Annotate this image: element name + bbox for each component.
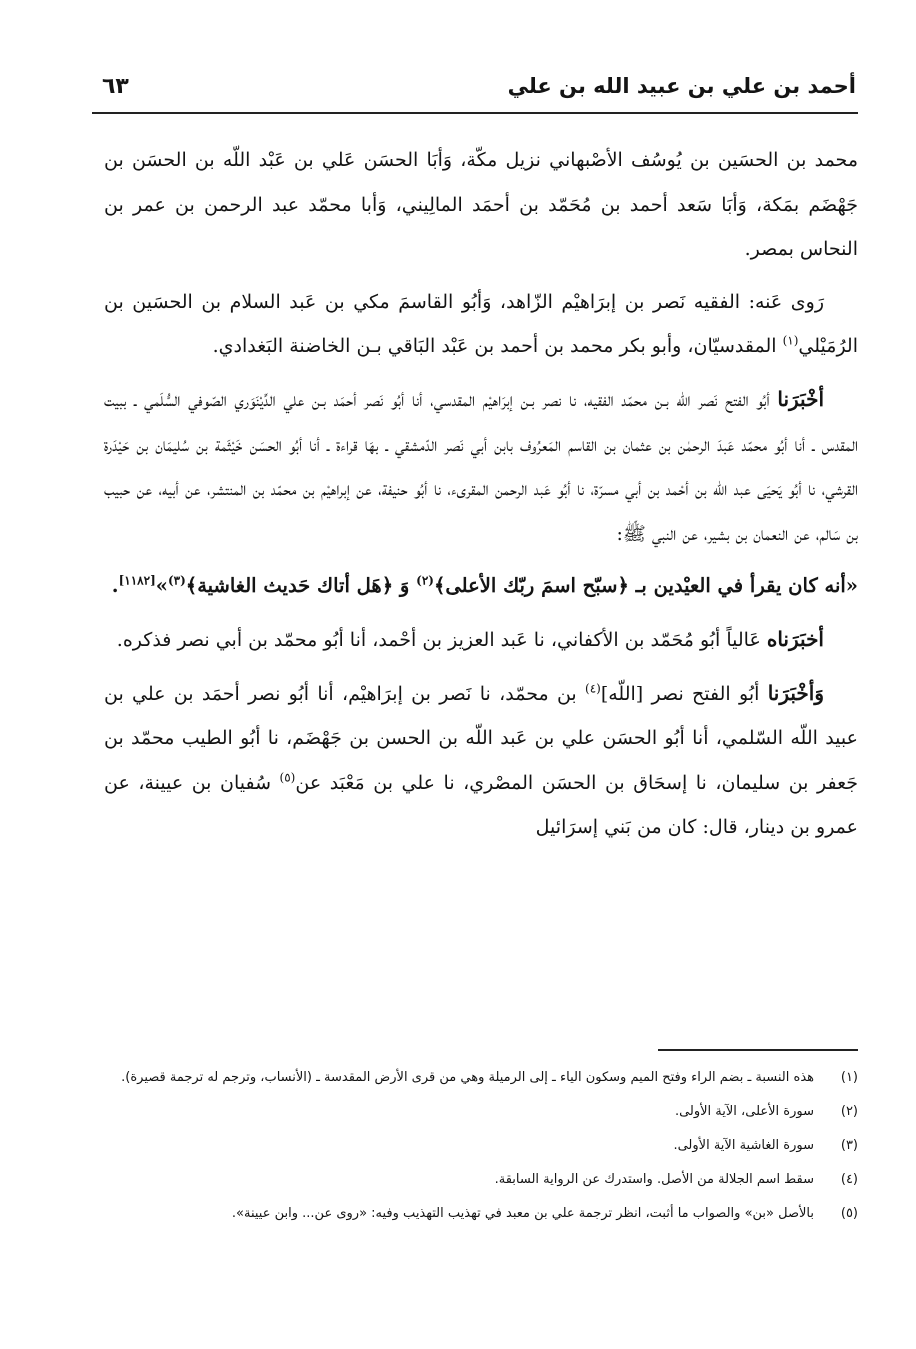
hadith-part: وَ ﴿هَل أتاك حَديث الغاشية﴾ — [185, 574, 417, 598]
main-text — [104, 138, 858, 858]
paragraph-text: المقدسيّان، وأبو بكر محمد بن أحمد بن عَبْد البَاقي بـن الخاضنة البَغدادي. — [212, 335, 783, 358]
footnote-ref-3: (٣) — [167, 573, 186, 588]
hadith-number: [١١٨٢] — [118, 573, 156, 588]
paragraph-text: رَوى عَنه: الفقيه نَصر بن إبرَاهيْم الزّاهد، وَأبُو القاسمَ مكي بن عَبد السلام بن الحسَين بن الرُمَيْلي — [104, 290, 858, 358]
page-header — [92, 72, 858, 114]
paragraph-teachers — [104, 138, 858, 272]
lead-word: أخْبَرَنا — [777, 386, 824, 411]
paragraph-isnad — [104, 377, 858, 556]
footnote-divider — [658, 1049, 858, 1051]
footnote-number: (٥) — [840, 1206, 858, 1221]
footnote-text: بالأصل «بن» والصواب ما أثبت، انظر ترجمة علي بن معبد في تهذيب التهذيب وفيه: «روى عن... وابن عيينة». — [231, 1206, 814, 1221]
paragraph-text: سُفيان بن عيينة، عن عمرو بن دينار، قال: كان من بَني إسرَائيل — [104, 771, 858, 839]
hadith-text — [104, 564, 858, 609]
footnote-text: سورة الغاشية الآية الأولى. — [673, 1138, 814, 1153]
footnote-item — [104, 1096, 858, 1128]
paragraph-text: عَالياً أبُو مُحَمّد بن الأكفاني، نا عَبد العزيز بن أحْمد، أنا أبُو محمّد بن أبي نصر فذكره. — [116, 628, 767, 651]
footnote-number: (٣) — [840, 1138, 858, 1153]
footnote-ref-2: (٢) — [416, 573, 434, 588]
footnote-ref-4: (٤) — [585, 681, 601, 696]
footnote-item — [104, 1062, 858, 1094]
footnote-number: (٢) — [840, 1104, 858, 1119]
footnotes — [104, 1062, 858, 1232]
running-title: أحمد بن علي بن عبيد الله بن علي — [507, 74, 856, 98]
hadith-part: . — [111, 574, 119, 598]
paragraph-text: محمد بن الحسَين بن يُوسُف الأصْبهاني نزيل مكّة، وَأبَا الحسَن عَلي بن عَبْد اللّه بن الحسَن بن جَهْضَم بمَكة، وَأبَا سَعد أحمد بن مُحَمّد بن أحمَد المالِيني، وَأبا محمّد عبد الرحمن بن عمر بن النحاس بمصر. — [104, 149, 858, 261]
paragraph-text: أبُو الفتح نصر [اللّه] — [600, 682, 768, 705]
page-number: ٦٣ — [102, 74, 129, 99]
lead-word: وَأخْبَرَنا — [767, 680, 824, 705]
footnote-number: (٤) — [840, 1172, 858, 1187]
paragraph-higher-chain — [104, 617, 858, 663]
paragraph-text: أبُو الفتح نَصر الله بـن محمّد الفقيه، نا نصر بـن إبرَاهيْم المقدسي، أنا أبُو نَصر أحمَد بـن علي الدِّيْنَوَري الصّوفي السُّلَمي ـ ببيت المقدس ـ أنا أبُو محمّد عَبدَ الرحمٰن بن عثمان بن القاسم المَعرُوف بابن أبي نَصر الدّمشقي ـ بهَا قراءة ـ أنا أبُو الحسَن خَيْثَمة بن سُليمَان بن حَيْدَرة القرشي، نا أبُو يَحيَى عبد اللّه بن أحْمد بن أبي مسرّة، نا أبُو عَبد الرحمن المقرىء، نا أبُو حنيفة، عن إبراهيْم بن محمّد بن المنتشر، عن أبيه، عن حبيب بن سَالم، عن النعمان بن بشير، عن النبي ﷺ: — [104, 388, 858, 545]
footnote-text: هذه النسبة ـ بضم الراء وفتح الميم وسكون الياء ـ إلى الرميلة وهي من قرى الأرض المقدسة ـ (الأنساب، وترجم له ترجمة قصيرة). — [121, 1070, 814, 1085]
paragraph-narrators — [104, 280, 858, 369]
hadith-part: » — [155, 574, 168, 598]
lead-word: أخبَرَناه — [766, 626, 824, 651]
footnote-ref-5: (٥) — [279, 770, 296, 785]
footnote-item — [104, 1130, 858, 1162]
paragraph-text: بن محمّد، نا نَصر بن إبرَاهيْم، أنا أبُو نصر أحمَد بن علي بن عبيد اللّه السّلمي، أنا أبُو الحسَن علي بن عَبد اللّه بن الحسن بن جَهْضَم، نا أبُو الطيب محمّد بن جَعفر بن سليمان، نا إسحَاق بن الحسَن المصْري، نا علي بن مَعْبَد عن — [104, 682, 858, 794]
footnote-item — [104, 1198, 858, 1230]
footnote-item — [104, 1164, 858, 1196]
paragraph-second-chain — [104, 671, 858, 850]
footnote-number: (١) — [840, 1070, 858, 1085]
footnote-ref-1: (١) — [782, 334, 799, 349]
hadith-part: «أنه كان يقرأ في العيْدين بـ ﴿سبّح اسمَ ربّك الأعلى﴾ — [433, 574, 858, 598]
footnote-text: سورة الأعلى، الآية الأولى. — [674, 1104, 814, 1119]
footnote-text: سقط اسم الجلالة من الأصل. واستدرك عن الرواية السابقة. — [494, 1172, 814, 1187]
